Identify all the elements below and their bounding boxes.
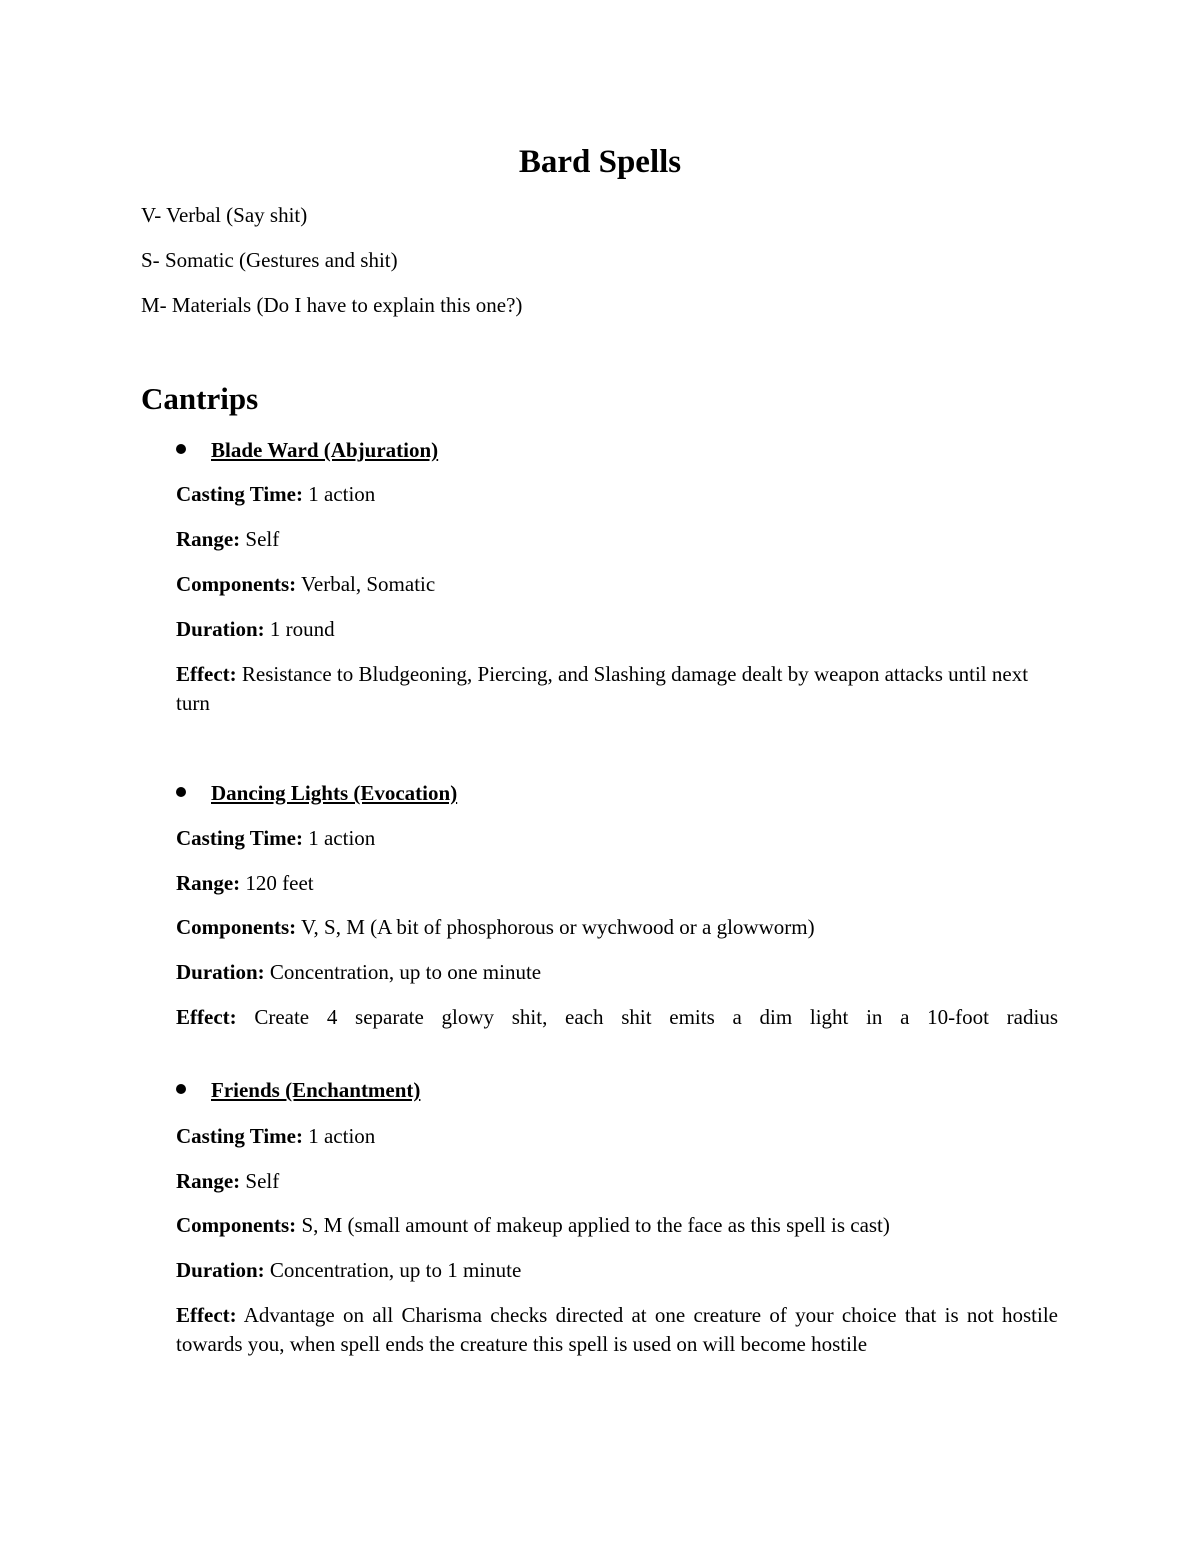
section-heading-cantrips: Cantrips: [141, 381, 259, 416]
field-label: Components:: [176, 1213, 297, 1237]
field-value: Create 4 separate glowy shit, each shit emits a dim light in a 10-foot radius: [236, 1005, 1058, 1029]
components-field: [176, 913, 1058, 942]
field-label: Range:: [176, 871, 241, 895]
duration-field: [176, 615, 1058, 644]
field-label: Duration:: [176, 1258, 265, 1282]
spell-heading: [176, 436, 438, 464]
casting-time-field: [176, 1122, 1058, 1151]
legend-text: Somatic (Gestures and shit): [159, 248, 398, 272]
field-value: S, M (small amount of makeup applied to the face as this spell is cast): [296, 1213, 890, 1237]
legend-text: Verbal (Say shit): [161, 203, 308, 227]
legend-code: S-: [141, 248, 160, 272]
casting-time-field: [176, 824, 1058, 853]
duration-field: [176, 958, 1058, 987]
legend-code: V-: [141, 203, 162, 227]
field-value: Self: [240, 1169, 280, 1193]
effect-field: [176, 1003, 1058, 1032]
components-field: [176, 570, 1058, 599]
components-field: [176, 1211, 1058, 1240]
legend-somatic: [141, 246, 398, 274]
range-field: [176, 1167, 1058, 1196]
legend-verbal: [141, 201, 307, 229]
spell-heading: [176, 779, 457, 807]
casting-time-field: [176, 480, 1058, 509]
effect-field: [176, 660, 1058, 718]
spell-name: Dancing Lights (Evocation): [211, 781, 458, 805]
spell-name: Friends (Enchantment): [211, 1078, 421, 1102]
bullet-icon: [176, 1084, 186, 1094]
legend-code: M-: [141, 293, 167, 317]
spell-heading: [176, 1076, 420, 1104]
field-label: Casting Time:: [176, 482, 303, 506]
range-field: [176, 525, 1058, 554]
field-value: 1 round: [264, 617, 335, 641]
field-label: Components:: [176, 915, 297, 939]
field-value: Resistance to Bludgeoning, Piercing, and Slashing damage dealt by weapon attacks until next turn: [176, 662, 1029, 715]
field-label: Duration:: [176, 617, 265, 641]
field-label: Casting Time:: [176, 826, 303, 850]
range-field: [176, 869, 1058, 898]
field-label: Casting Time:: [176, 1124, 303, 1148]
field-value: 1 action: [302, 482, 376, 506]
effect-field: [176, 1301, 1058, 1359]
field-value: V, S, M (A bit of phosphorous or wychwood or a glowworm): [296, 915, 815, 939]
page-title: Bard Spells: [518, 144, 682, 180]
spell-name: Blade Ward (Abjuration): [211, 438, 439, 462]
legend-text: Materials (Do I have to explain this one?): [166, 293, 523, 317]
field-label: Effect:: [176, 1303, 237, 1327]
field-value: 1 action: [302, 1124, 376, 1148]
field-label: Effect:: [176, 662, 237, 686]
field-label: Effect:: [176, 1005, 237, 1029]
field-value: Concentration, up to 1 minute: [264, 1258, 522, 1282]
field-value: Concentration, up to one minute: [264, 960, 542, 984]
field-value: 120 feet: [240, 871, 314, 895]
field-label: Components:: [176, 572, 297, 596]
field-value: 1 action: [302, 826, 376, 850]
bullet-icon: [176, 444, 186, 454]
bullet-icon: [176, 787, 186, 797]
legend-materials: [141, 291, 522, 319]
duration-field: [176, 1256, 1058, 1285]
field-label: Range:: [176, 1169, 241, 1193]
field-label: Duration:: [176, 960, 265, 984]
field-value: Verbal, Somatic: [296, 572, 436, 596]
field-value: Self: [240, 527, 280, 551]
field-value: Advantage on all Charisma checks directed at one creature of your choice that is not hostile towards you, when spell ends the creature this spell is used on will become hostile: [176, 1303, 1058, 1356]
field-label: Range:: [176, 527, 241, 551]
